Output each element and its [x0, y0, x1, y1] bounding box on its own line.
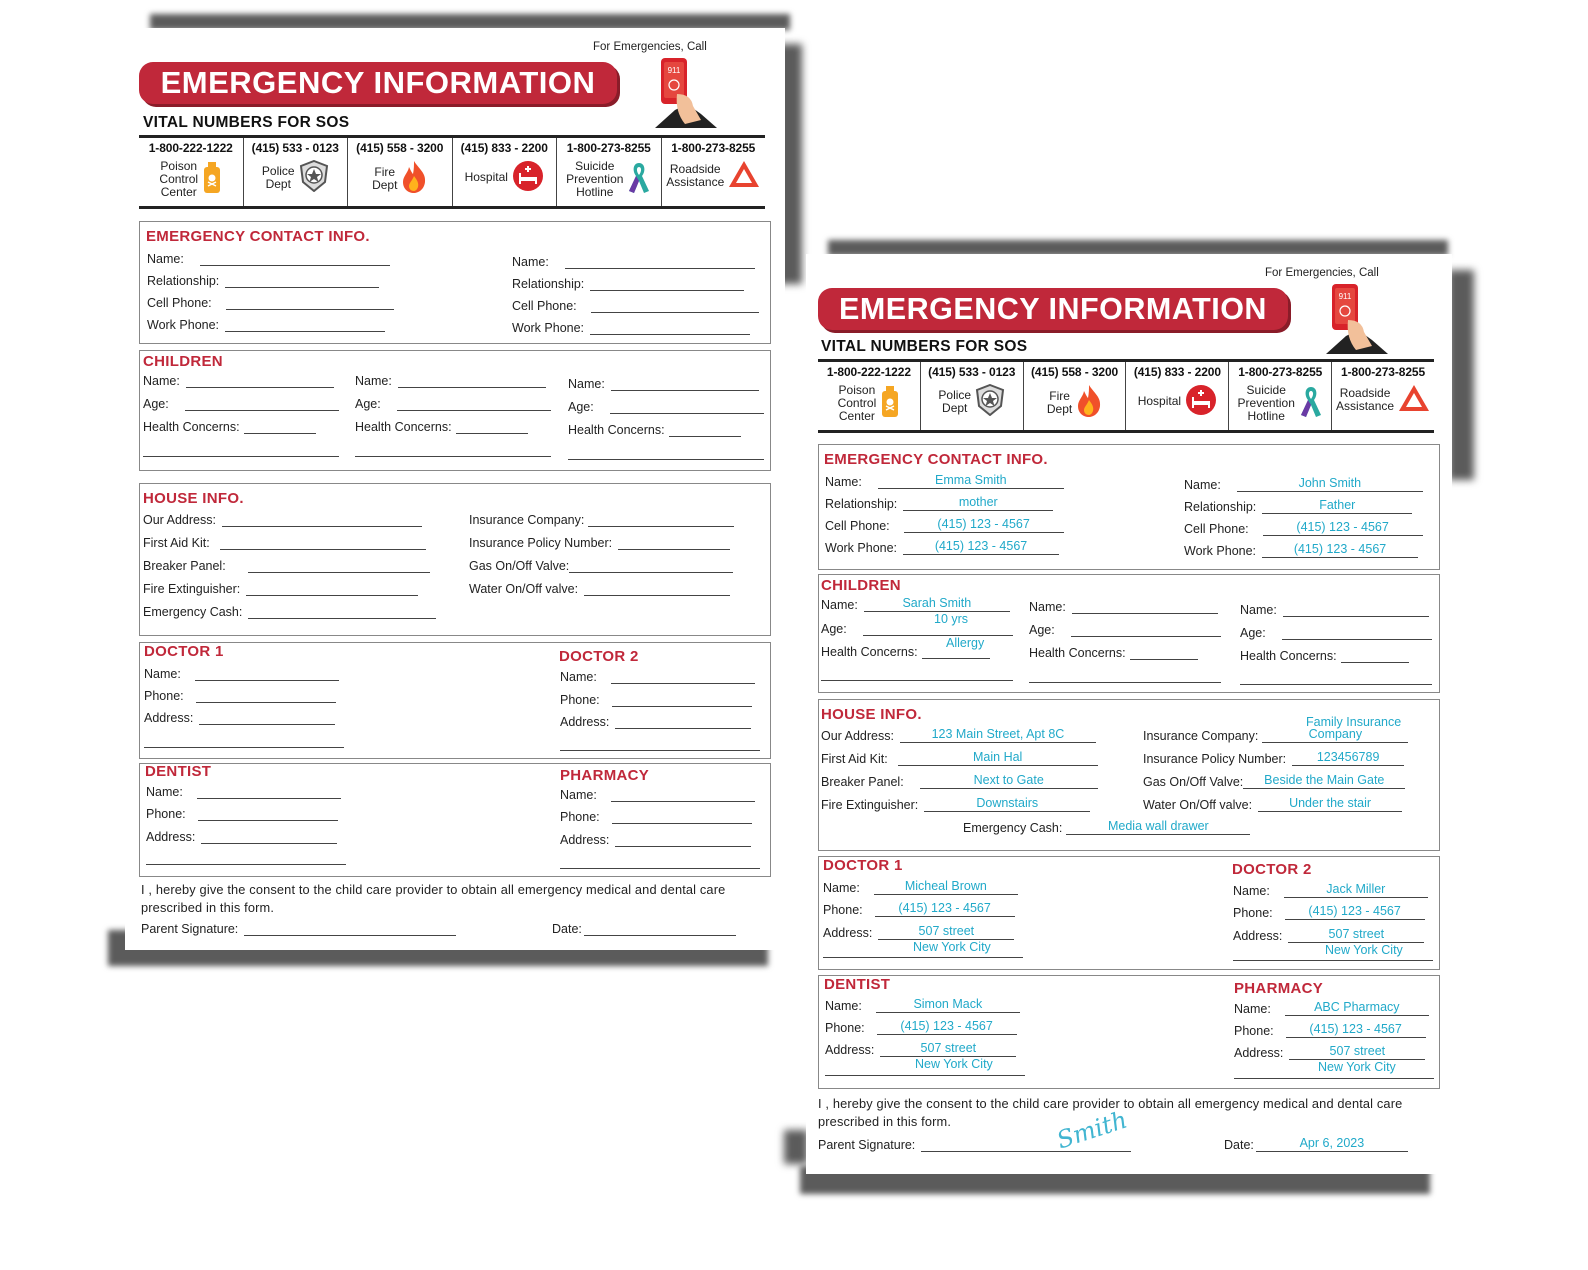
child-health-field[interactable]: Health Concerns: [355, 420, 528, 434]
blank-line [825, 1075, 1025, 1076]
page-title: EMERGENCY INFORMATION [139, 62, 617, 104]
police-badge-icon [975, 384, 1005, 419]
vital-phone-number[interactable]: 1-800-273-8255 [671, 141, 756, 155]
vital-numbers-strip [139, 135, 765, 209]
insurance-policy-field[interactable]: Insurance Policy Number: 123456789 [1143, 752, 1404, 766]
vital-number-cell[interactable] [818, 362, 921, 430]
vital-number-cell[interactable] [1024, 362, 1127, 430]
vital-number-cell[interactable] [139, 138, 244, 206]
vital-label-line: Fire [374, 164, 396, 179]
vital-label-line: Assistance [666, 174, 725, 189]
emergency-cash-field[interactable]: Emergency Cash: [143, 605, 436, 619]
vital-label-line: Control [159, 172, 199, 186]
vital-label-line: Control [837, 396, 877, 410]
vital-label [1229, 384, 1331, 423]
dentist-name-field[interactable]: Name: Simon Mack [825, 999, 1020, 1013]
section-heading: EMERGENCY CONTACT INFO. [146, 228, 370, 245]
pharmacy-phone-field[interactable]: Phone: [560, 810, 752, 824]
doctor-address-field[interactable]: Address: 507 street [823, 926, 1014, 940]
pharmacy-phone-field[interactable]: Phone: (415) 123 - 4567 [1234, 1024, 1426, 1038]
vital-label-line: Center [838, 409, 875, 423]
child-name-field[interactable]: Name: Sarah Smith [821, 598, 1010, 612]
name-field[interactable]: Name: Emma Smith [825, 475, 1064, 489]
child-health-value: Allergy [946, 636, 985, 650]
insurance-company-field[interactable]: Insurance Company: Company [1143, 729, 1408, 743]
vital-label-line: Hospital [1137, 394, 1182, 408]
doctor-name-field[interactable]: Name: Micheal Brown [823, 881, 1018, 895]
blank-line [823, 957, 1023, 958]
vital-phone-number[interactable]: 1-800-273-8255 [1238, 365, 1323, 379]
vital-label [348, 160, 452, 197]
blank-line [1240, 684, 1432, 685]
doctor-city-value: New York City [1325, 943, 1403, 957]
section-heading: DOCTOR 2 [1232, 861, 1312, 878]
filled-form-sheet [806, 254, 1452, 1174]
emergency-cash-field[interactable]: Emergency Cash: Media wall drawer [963, 821, 1250, 835]
doctor-phone-field[interactable]: Phone: (415) 123 - 4567 [1233, 906, 1425, 920]
vital-phone-number[interactable]: (415) 833 - 2200 [460, 141, 548, 155]
doctor-city-value: New York City [913, 940, 991, 954]
handwritten-signature: Smith [1053, 1105, 1131, 1155]
name-field[interactable]: Name: [512, 255, 755, 269]
child-age-field[interactable]: Age: [821, 622, 1013, 636]
vital-label-line: Roadside [1339, 385, 1391, 400]
child-name-field[interactable]: Name: [355, 374, 546, 388]
vital-label-line: Dept [942, 400, 968, 415]
address-field[interactable]: Our Address: [143, 513, 422, 527]
relationship-field[interactable]: Relationship: [147, 274, 379, 288]
vital-label [1024, 384, 1126, 421]
vital-label [1332, 384, 1434, 415]
child-age-field[interactable]: Age: [568, 400, 764, 414]
hospital-bed-icon [1185, 384, 1217, 419]
vital-number-cell[interactable] [662, 138, 766, 206]
breaker-panel-field[interactable]: Breaker Panel: [143, 559, 430, 573]
section-heading: DOCTOR 1 [144, 643, 224, 660]
section-heading: DENTIST [145, 763, 212, 780]
section-heading: EMERGENCY CONTACT INFO. [824, 451, 1048, 468]
work-phone-field[interactable]: Work Phone: (415) 123 - 4567 [825, 541, 1059, 555]
vital-phone-number[interactable]: 1-800-273-8255 [1341, 365, 1426, 379]
child-age-field[interactable]: Age: [1029, 623, 1221, 637]
child-name-field[interactable]: Name: [568, 377, 759, 391]
vital-label-line: Hotline [576, 185, 614, 199]
vital-label-line: Suicide [575, 159, 615, 173]
doctor-address-field[interactable]: Address: [144, 711, 335, 725]
child-age-field[interactable]: Age: [143, 397, 339, 411]
vital-label-line: Poison [838, 383, 876, 397]
awareness-ribbon-icon [1299, 385, 1323, 422]
vital-number-cell[interactable] [1126, 362, 1229, 430]
vital-phone-number[interactable]: 1-800-222-1222 [148, 141, 233, 155]
blank-line [144, 747, 344, 748]
cell-phone-field[interactable]: Cell Phone: (415) 123 - 4567 [825, 519, 1064, 533]
vital-label [557, 160, 661, 199]
vital-label-line: Roadside [669, 161, 721, 176]
vital-number-cell[interactable] [348, 138, 453, 206]
child-health-field[interactable]: Health Concerns: [1029, 646, 1198, 660]
doctor-phone-field[interactable]: Phone: (415) 123 - 4567 [823, 903, 1015, 917]
blank-line [1029, 682, 1221, 683]
vital-label [244, 160, 348, 195]
cell-phone-field[interactable]: Cell Phone: (415) 123 - 4567 [1184, 522, 1423, 536]
parent-signature-field[interactable]: Parent Signature: [141, 922, 456, 936]
dentist-address-field[interactable]: Address: 507 street [825, 1043, 1016, 1057]
child-health-field[interactable]: Health Concerns: [1240, 649, 1409, 663]
vital-label-line: Poison [160, 159, 198, 173]
date-field[interactable]: Date: [552, 922, 736, 936]
section-heading: CHILDREN [143, 353, 223, 370]
vital-label [921, 384, 1023, 419]
vital-label-line: Prevention [1237, 396, 1295, 410]
dentist-address-field[interactable]: Address: [146, 830, 337, 844]
poison-bottle-icon [202, 162, 222, 197]
consent-text: I , hereby give the consent to the child care provider to obtain all emergency medical and dental care prescribed in this form. [818, 1096, 1403, 1129]
vital-label-line: Suicide [1246, 383, 1286, 397]
vital-number-cell[interactable] [1229, 362, 1332, 430]
vital-phone-number[interactable]: (415) 558 - 3200 [1031, 365, 1119, 379]
phone-screen-text: 911 [1338, 292, 1352, 301]
blank-line [560, 750, 760, 751]
section-heading: DOCTOR 2 [559, 648, 639, 665]
vital-number-cell[interactable] [921, 362, 1024, 430]
phone-screen-text: 911 [667, 66, 681, 75]
vital-numbers-strip [818, 359, 1434, 433]
pharmacy-name-field[interactable]: Name: [560, 788, 755, 802]
vital-label-line: Hospital [464, 170, 508, 184]
section-heading: PHARMACY [560, 767, 650, 784]
blank-line [143, 456, 339, 457]
page-title: EMERGENCY INFORMATION [818, 288, 1288, 330]
warning-triangle-icon [1398, 384, 1430, 415]
hospital-bed-icon [512, 160, 544, 195]
vital-label-line: Dept [1046, 401, 1073, 416]
vital-label-line: Hotline [1247, 409, 1285, 423]
vital-label [139, 160, 243, 199]
pharmacy-address-field[interactable]: Address: 507 street [1234, 1046, 1425, 1060]
gas-valve-field[interactable]: Gas On/Off Valve: [469, 559, 733, 573]
phone-911-icon [1316, 280, 1396, 354]
first-aid-field[interactable]: First Aid Kit: Main Hal [821, 752, 1098, 766]
doctor-address-field[interactable]: Address: [560, 715, 751, 729]
vital-number-cell[interactable] [244, 138, 349, 206]
blank-line [355, 456, 551, 457]
gas-valve-field[interactable]: Gas On/Off Valve: Beside the Main Gate [1143, 775, 1405, 789]
relationship-field[interactable]: Relationship: Father [1184, 500, 1412, 514]
doctor-address-field[interactable]: Address: 507 street [1233, 929, 1424, 943]
date-field[interactable]: Date: Apr 6, 2023 [1224, 1138, 1408, 1152]
emergency-call-note: For Emergencies, Call [1265, 267, 1379, 279]
vital-phone-number[interactable]: (415) 833 - 2200 [1133, 365, 1221, 379]
water-valve-field[interactable]: Water On/Off valve: [469, 582, 730, 596]
child-health-field[interactable]: Health Concerns: [143, 420, 316, 434]
water-valve-field[interactable]: Water On/Off valve: Under the stair [1143, 798, 1402, 812]
vital-number-cell[interactable] [1332, 362, 1434, 430]
warning-triangle-icon [728, 160, 760, 191]
vital-label-line: Police [938, 387, 972, 402]
insurance-company-field[interactable]: Insurance Company: [469, 513, 734, 527]
poison-bottle-icon [880, 386, 900, 421]
work-phone-field[interactable]: Work Phone: [147, 318, 385, 332]
fire-extinguisher-field[interactable]: Fire Extinguisher: [143, 582, 418, 596]
blank-line [821, 680, 1013, 681]
work-phone-field[interactable]: Work Phone: [512, 321, 750, 335]
vital-label [818, 384, 920, 423]
page-shadow [784, 1130, 808, 1164]
name-field[interactable]: Name: [147, 252, 390, 266]
pharmacy-city-value: New York City [1318, 1060, 1396, 1074]
dentist-phone-field[interactable]: Phone: [146, 807, 338, 821]
doctor-name-field[interactable]: Name: Jack Miller [1233, 884, 1428, 898]
vital-label-line: Assistance [1336, 398, 1395, 413]
vital-numbers-heading: VITAL NUMBERS FOR SOS [143, 114, 350, 131]
awareness-ribbon-icon [627, 161, 651, 198]
vital-label [453, 160, 557, 195]
vital-label-line: Fire [1049, 388, 1070, 403]
vital-phone-number[interactable]: (415) 533 - 0123 [251, 141, 339, 155]
child-health-field[interactable]: Health Concerns: [568, 423, 741, 437]
fire-icon [401, 160, 427, 197]
relationship-field[interactable]: Relationship: mother [825, 497, 1053, 511]
child-age-value: 10 yrs [934, 612, 969, 626]
blank-form-sheet [125, 28, 785, 950]
vital-phone-number[interactable]: 1-800-273-8255 [566, 141, 651, 155]
vital-numbers-heading: VITAL NUMBERS FOR SOS [821, 338, 1028, 355]
pharmacy-address-field[interactable]: Address: [560, 833, 751, 847]
child-age-field[interactable]: Age: [355, 397, 551, 411]
phone-911-icon [645, 54, 725, 128]
child-age-field[interactable]: Age: [1240, 626, 1432, 640]
section-heading: DOCTOR 1 [823, 857, 903, 874]
dentist-phone-field[interactable]: Phone: (415) 123 - 4567 [825, 1021, 1017, 1035]
section-heading: HOUSE INFO. [821, 706, 922, 723]
child-health-field[interactable]: Health Concerns: [821, 645, 990, 659]
section-heading: HOUSE INFO. [143, 490, 244, 507]
relationship-field[interactable]: Relationship: [512, 277, 744, 291]
vital-label-line: Dept [265, 176, 291, 191]
work-phone-field[interactable]: Work Phone: (415) 123 - 4567 [1184, 544, 1418, 558]
doctor-phone-field[interactable]: Phone: [144, 689, 336, 703]
child-name-field[interactable]: Name: [143, 374, 334, 388]
vital-label [1126, 384, 1228, 419]
dentist-name-field[interactable]: Name: [146, 785, 341, 799]
blank-line [146, 864, 346, 865]
address-field[interactable]: Our Address: 123 Main Street, Apt 8C [821, 729, 1096, 743]
blank-line [560, 868, 760, 869]
vital-label-line: Police [261, 163, 295, 178]
vital-phone-number[interactable]: (415) 533 - 0123 [928, 365, 1016, 379]
cell-phone-field[interactable]: Cell Phone: [512, 299, 759, 313]
section-heading: PHARMACY [1234, 980, 1324, 997]
vital-label-line: Dept [372, 177, 398, 192]
parent-signature-field[interactable]: Parent Signature: [818, 1138, 1131, 1152]
police-badge-icon [299, 160, 329, 195]
fire-icon [1076, 384, 1102, 421]
emergency-call-note: For Emergencies, Call [593, 41, 707, 53]
blank-line [568, 459, 764, 460]
first-aid-field[interactable]: First Aid Kit: [143, 536, 426, 550]
doctor-name-field[interactable]: Name: [144, 667, 339, 681]
name-field[interactable]: Name: John Smith [1184, 478, 1423, 492]
vital-phone-number[interactable]: (415) 558 - 3200 [356, 141, 444, 155]
breaker-panel-field[interactable]: Breaker Panel: Next to Gate [821, 775, 1098, 789]
doctor-phone-field[interactable]: Phone: [560, 693, 752, 707]
pharmacy-name-field[interactable]: Name: ABC Pharmacy [1234, 1002, 1429, 1016]
insurance-policy-field[interactable]: Insurance Policy Number: [469, 536, 730, 550]
fire-extinguisher-field[interactable]: Fire Extinguisher: Downstairs [821, 798, 1090, 812]
child-name-field[interactable]: Name: [1240, 603, 1429, 617]
consent-text: I , hereby give the consent to the child care provider to obtain all emergency medical and dental care prescribed in this form. [141, 882, 726, 915]
section-heading: DENTIST [824, 976, 891, 993]
dentist-city-value: New York City [915, 1057, 993, 1071]
vital-label-line: Prevention [566, 172, 624, 186]
vital-phone-number[interactable]: 1-800-222-1222 [826, 365, 911, 379]
child-name-field[interactable]: Name: [1029, 600, 1218, 614]
cell-phone-field[interactable]: Cell Phone: [147, 296, 394, 310]
section-heading: CHILDREN [821, 577, 901, 594]
blank-line [1233, 960, 1433, 961]
vital-number-cell[interactable] [557, 138, 662, 206]
vital-number-cell[interactable] [453, 138, 558, 206]
vital-label-line: Center [160, 185, 197, 199]
insurance-company-value: Family Insurance [1306, 715, 1402, 729]
doctor-name-field[interactable]: Name: [560, 670, 755, 684]
vital-label [662, 160, 766, 191]
blank-line [1234, 1078, 1434, 1079]
